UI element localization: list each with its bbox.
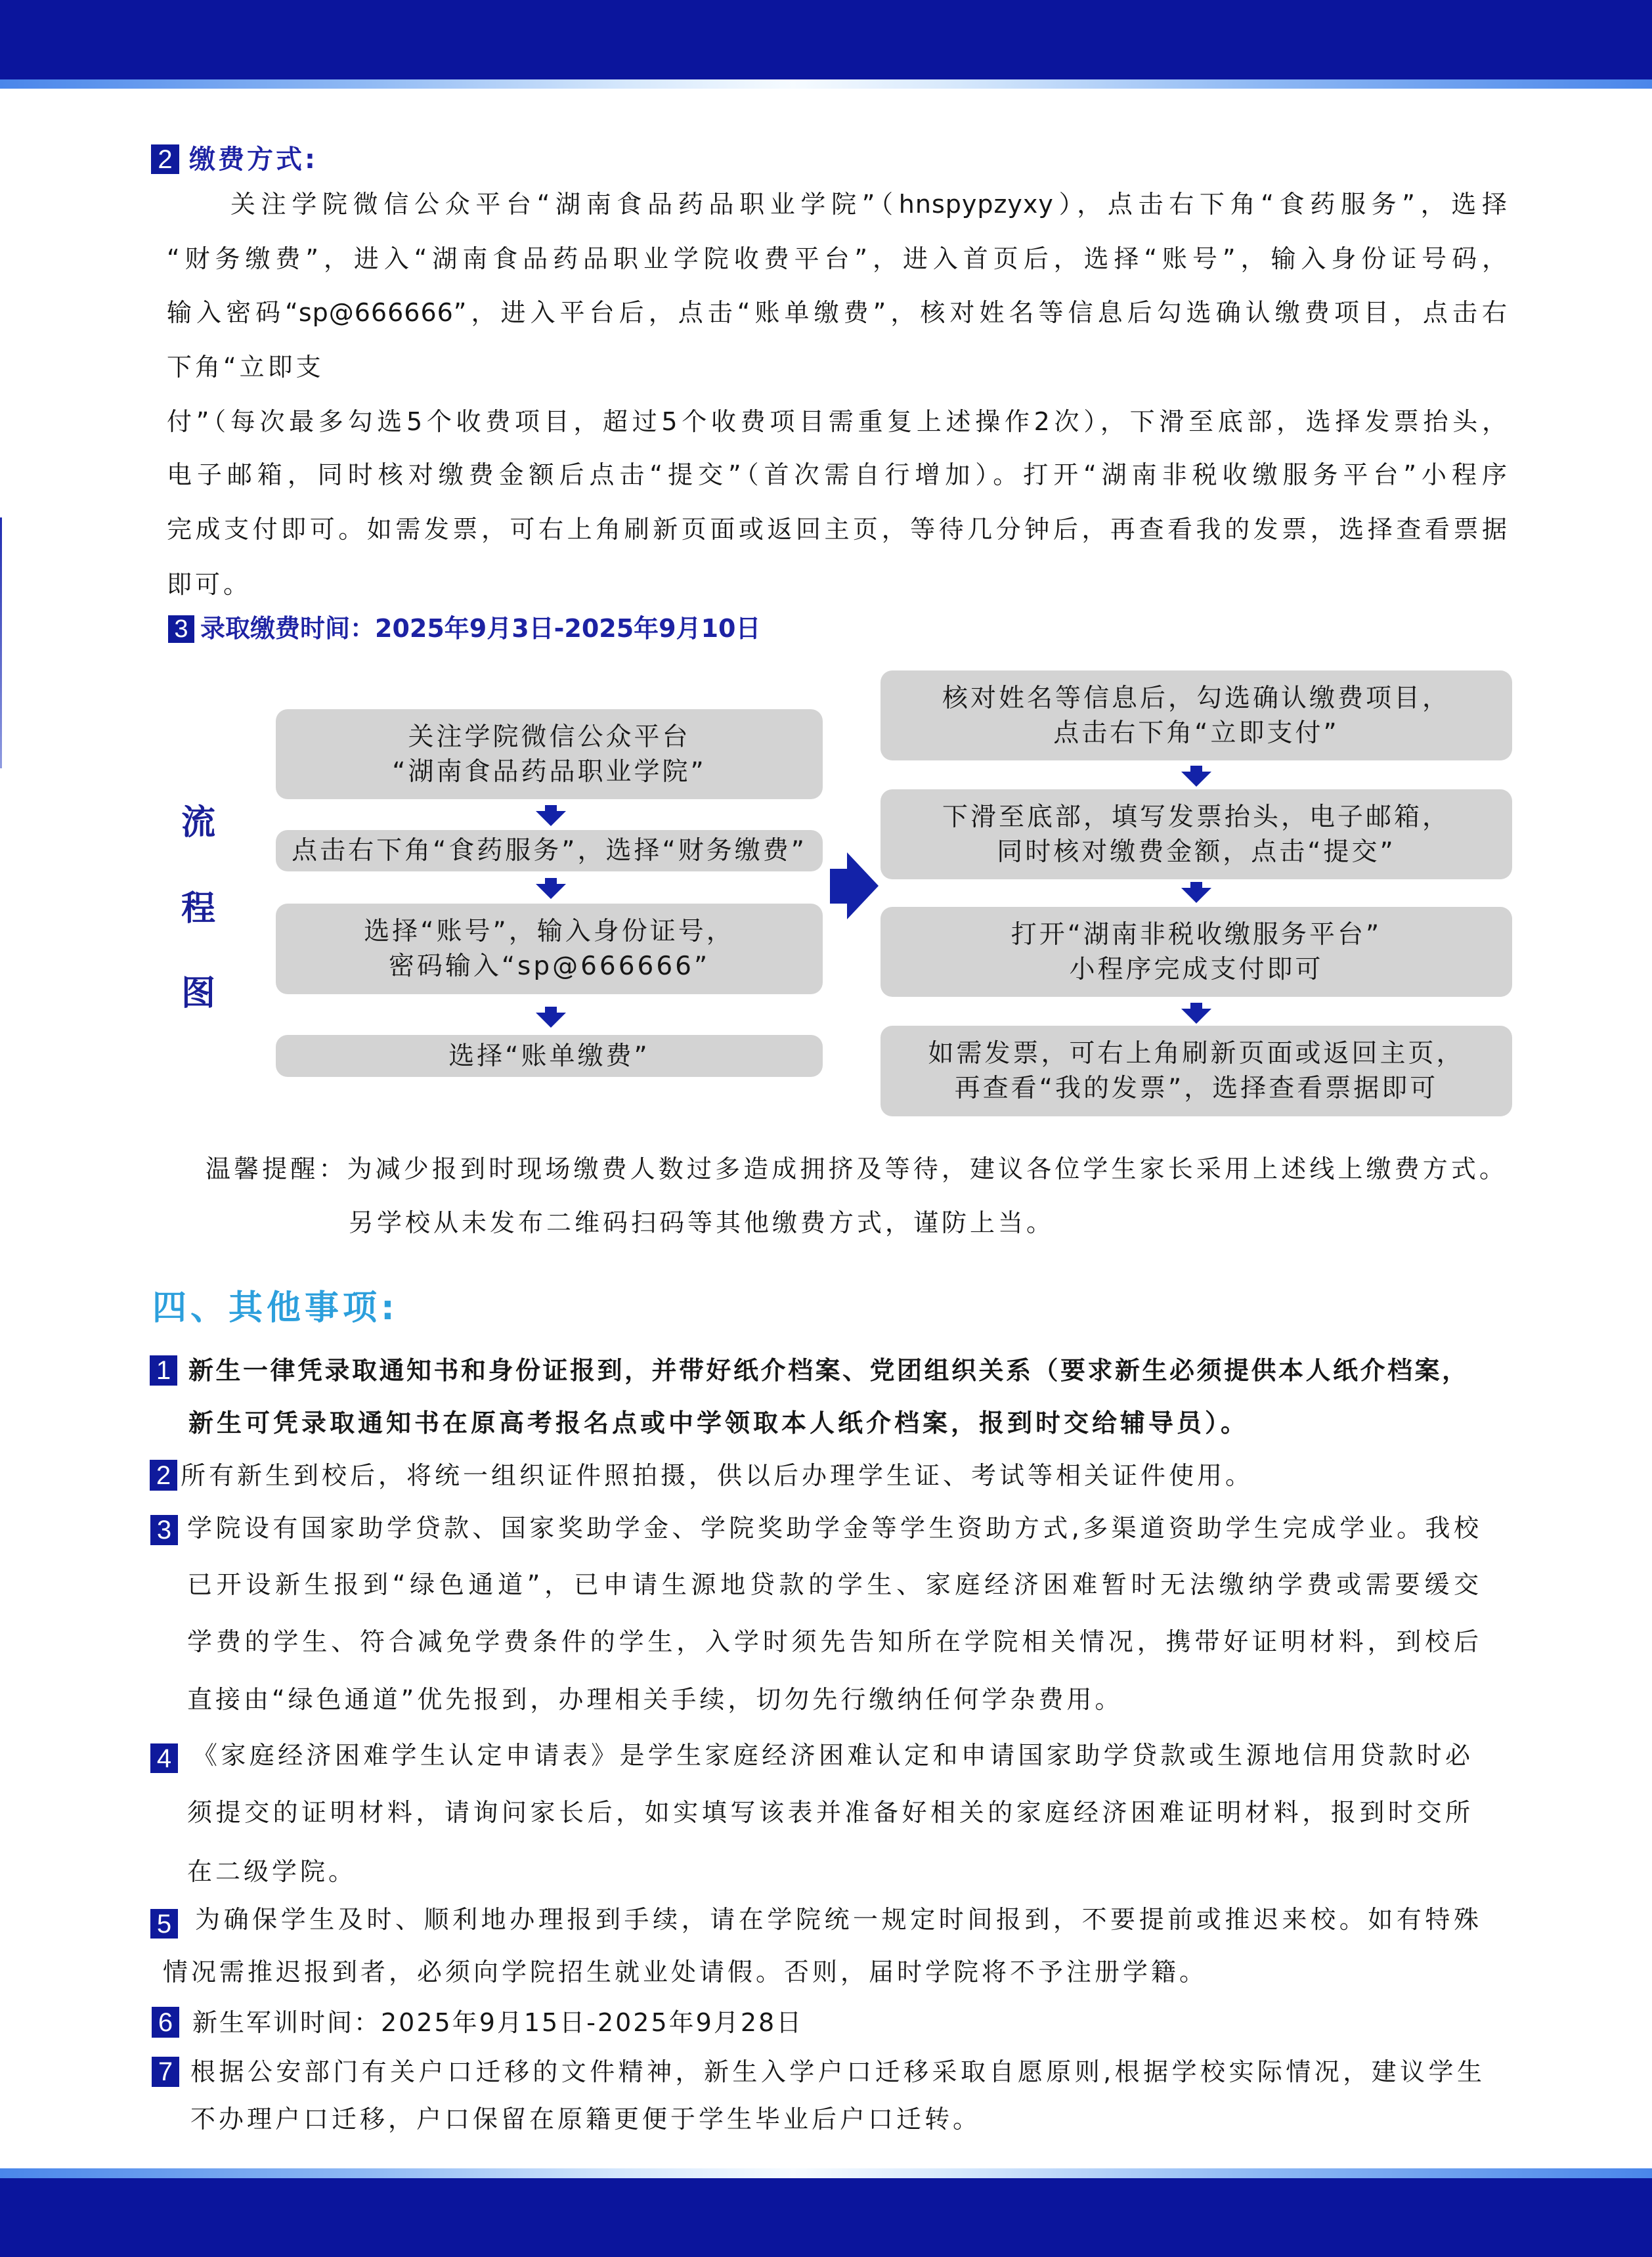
flow-step-box	[276, 709, 823, 799]
item-line: 《家庭经济困难学生认定申请表》是学生家庭经济困难认定和申请国家助学贷款或生源地信用贷款时必	[192, 1741, 1471, 1770]
arrow-down-icon	[1181, 766, 1211, 787]
other-matters-heading: 四、其他事项:	[152, 1288, 399, 1328]
item-line: 所有新生到校后，将统一组织证件照拍摄，供以后办理学生证、考试等相关证件使用。	[181, 1461, 1254, 1490]
arrow-down-icon	[1181, 1003, 1211, 1024]
payment-method-line: 输入密码“sp@666666”，进入平台后，点击“账单缴费”，核对姓名等信息后勾选确认缴费项目，点击右	[167, 298, 1508, 327]
number-badge-icon: 4	[150, 1743, 178, 1773]
payment-time-heading: 录取缴费时间：2025年9月3日-2025年9月10日	[200, 614, 761, 643]
flow-step-text: “湖南食品药品职业学院”	[392, 756, 706, 787]
flow-step-text: 同时核对缴费金额，点击“提交”	[997, 837, 1396, 867]
footer-band	[0, 2178, 1652, 2257]
arrow-right-icon	[829, 851, 880, 921]
flow-step-text: 选择“账单缴费”	[448, 1041, 650, 1071]
flow-step-box	[880, 907, 1512, 997]
item-line: 新生可凭录取通知书在原高考报名点或中学领取本人纸介档案，报到时交给辅导员）。	[188, 1409, 1250, 1437]
number-badge-icon: 2	[150, 1460, 177, 1491]
flow-step-text: 如需发票，可右上角刷新页面或返回主页，	[928, 1039, 1465, 1068]
flow-step-text: 点击右下角“食药服务”，选择“财务缴费”	[292, 836, 807, 866]
flow-step-box	[880, 1026, 1512, 1116]
number-badge-icon: 3	[150, 1515, 178, 1545]
number-badge-icon: 7	[152, 2057, 179, 2087]
arrow-down-icon	[1181, 882, 1211, 903]
payment-method-line: 关注学院微信公众平台“湖南食品药品职业学院”（hnspypzyxy），点击右下角“食药服务”，选择	[230, 190, 1508, 219]
payment-method-heading: 缴费方式:	[189, 144, 318, 175]
payment-method-line: 电子邮箱，同时核对缴费金额后点击“提交”（首次需自行增加）。打开“湖南非税收缴服务平台”小程序	[167, 460, 1508, 489]
item-line: 新生军训时间：2025年9月15日-2025年9月28日	[192, 2008, 804, 2037]
item-line: 学费的学生、符合减免学费条件的学生，入学时须先告知所在学院相关情况，携带好证明材料，到校后	[187, 1627, 1479, 1656]
payment-method-line: 下角“立即支	[167, 353, 324, 382]
item-line: 情况需推迟报到者，必须向学院招生就业处请假。否则，届时学院将不予注册学籍。	[163, 1958, 1208, 1986]
edge-accent-line	[0, 517, 2, 768]
flow-step-text: 再查看“我的发票”，选择查看票据即可	[954, 1074, 1439, 1103]
footer-gradient-stripe	[0, 2168, 1652, 2178]
flow-step-box	[276, 830, 823, 871]
flow-step-text: 选择“账号”，输入身份证号，	[364, 917, 735, 946]
flow-step-box	[880, 670, 1512, 760]
flow-step-text: 核对姓名等信息后，勾选确认缴费项目，	[942, 683, 1450, 713]
flow-step-box	[276, 904, 823, 994]
payment-method-line: “财务缴费”，进入“湖南食品药品职业学院收费平台”，进入首页后，选择“账号”，输入身份证号码，	[167, 244, 1508, 273]
flow-step-text: 关注学院微信公众平台	[408, 722, 691, 752]
item-line: 已开设新生报到“绿色通道”，已申请生源地贷款的学生、家庭经济困难暂时无法缴纳学费或需要缓交	[187, 1570, 1479, 1599]
reminder-line: 另学校从未发布二维码扫码等其他缴费方式，谨防上当。	[349, 1208, 1055, 1237]
reminder-line: 温馨提醒：为减少报到时现场缴费人数过多造成拥挤及等待，建议各位学生家长采用上述线上缴费方式。	[206, 1154, 1505, 1183]
arrow-down-icon	[536, 805, 566, 826]
flow-step-text: 密码输入“sp@666666”	[388, 952, 710, 981]
payment-method-line: 即可。	[167, 570, 252, 599]
flowchart-label-char: 图	[181, 973, 215, 1013]
number-badge-icon: 3	[168, 615, 194, 643]
item-line: 直接由“绿色通道”优先报到，办理相关手续，切勿先行缴纳任何学杂费用。	[187, 1685, 1123, 1714]
number-badge-icon: 2	[151, 144, 179, 174]
item-line: 新生一律凭录取通知书和身份证报到，并带好纸介档案、党团组织关系（要求新生必须提供本人纸介档案，	[188, 1356, 1467, 1385]
item-line: 须提交的证明材料，请询问家长后，如实填写该表并准备好相关的家庭经济困难证明材料，报到时交所	[187, 1798, 1471, 1827]
flow-step-box	[276, 1035, 823, 1077]
item-line: 根据公安部门有关户口迁移的文件精神，新生入学户口迁移采取自愿原则,根据学校实际情况，建议学生	[190, 2057, 1483, 2086]
flowchart-label-char: 流	[181, 802, 215, 843]
flow-step-text: 下滑至底部，填写发票抬头，电子邮箱，	[942, 802, 1450, 832]
flowchart-label-char: 程	[181, 888, 215, 929]
payment-method-line: 付”（每次最多勾选5个收费项目，超过5个收费项目需重复上述操作2次），下滑至底部，选择发票抬头，	[167, 407, 1508, 436]
payment-method-line: 完成支付即可。如需发票，可右上角刷新页面或返回主页，等待几分钟后，再查看我的发票，选择查看票据	[167, 515, 1508, 544]
item-line: 不办理户口迁移，户口保留在原籍更便于学生毕业后户口迁转。	[190, 2105, 982, 2134]
header-gradient-stripe	[0, 79, 1652, 89]
item-line: 为确保学生及时、顺利地办理报到手续，请在学院统一规定时间报到，不要提前或推迟来校。如有特殊	[195, 1905, 1479, 1934]
arrow-down-icon	[536, 878, 566, 899]
flow-step-text: 点击右下角“立即支付”	[1053, 718, 1339, 748]
flow-step-text: 打开“湖南非税收缴服务平台”	[1011, 919, 1382, 950]
arrow-down-icon	[536, 1007, 566, 1028]
item-line: 学院设有国家助学贷款、国家奖助学金、学院奖助学金等学生资助方式,多渠道资助学生完成学业。我校	[187, 1514, 1479, 1543]
flow-step-box	[880, 789, 1512, 879]
header-band	[0, 0, 1652, 79]
number-badge-icon: 6	[152, 2007, 179, 2038]
number-badge-icon: 1	[150, 1355, 177, 1386]
flow-step-text: 小程序完成支付即可	[1069, 954, 1324, 984]
number-badge-icon: 5	[150, 1909, 178, 1939]
item-line: 在二级学院。	[187, 1857, 357, 1886]
